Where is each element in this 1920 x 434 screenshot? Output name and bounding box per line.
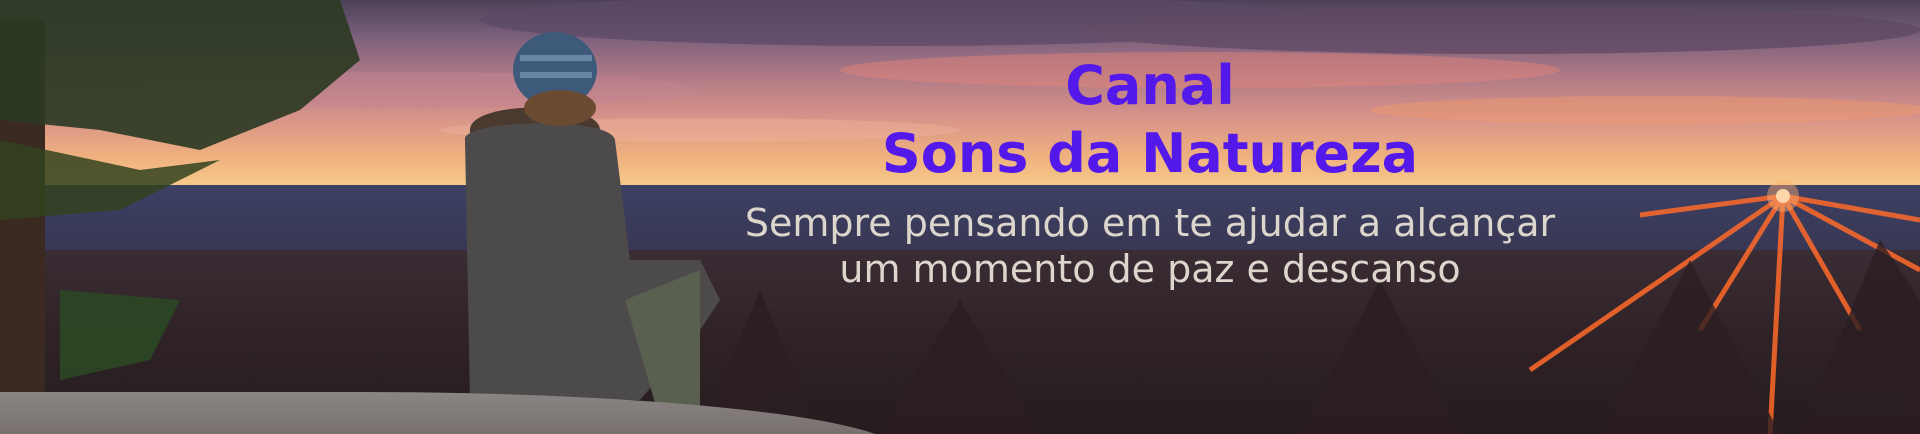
tagline-line-2: um momento de paz e descanso (839, 247, 1461, 291)
sun-glow (1767, 180, 1799, 212)
title-line-canal: Canal (1065, 54, 1235, 117)
channel-title (680, 52, 1620, 188)
pine-tree (0, 0, 360, 400)
channel-tagline (680, 200, 1620, 292)
title-line-name: Sons da Natureza (881, 122, 1419, 185)
tagline-line-1: Sempre pensando em te ajudar a alcançar (744, 201, 1556, 245)
